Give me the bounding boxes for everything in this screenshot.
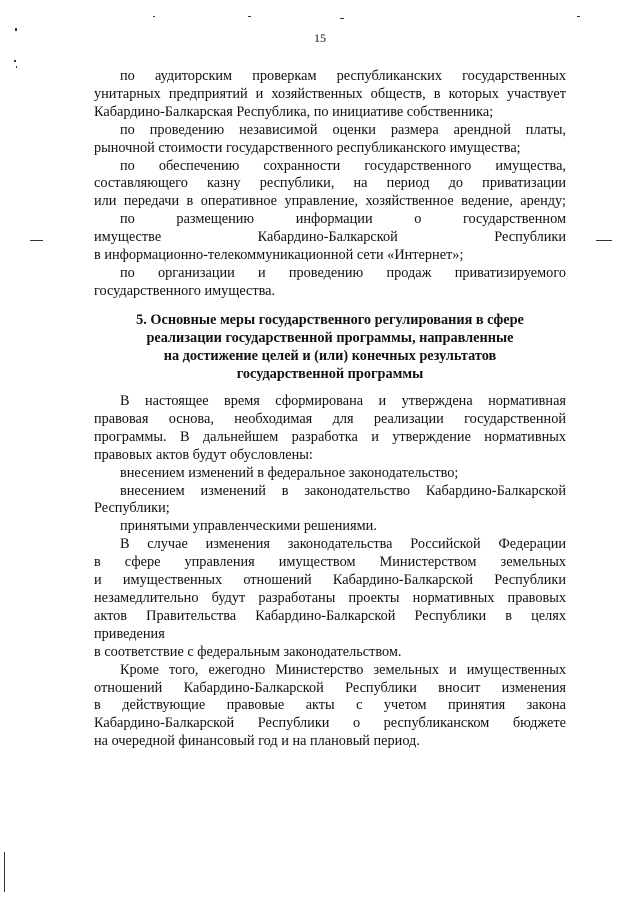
scan-mark bbox=[30, 240, 43, 241]
scan-speck bbox=[248, 16, 251, 17]
paragraph-line: на очередной финансовый год и на плановый период. bbox=[94, 733, 420, 750]
section-heading bbox=[94, 312, 566, 384]
paragraph-line: приведения bbox=[94, 625, 165, 642]
section-heading-line: реализации государственной программы, направленные bbox=[146, 329, 514, 346]
list-item: по организации и проведению продаж приватизируемого bbox=[120, 264, 566, 281]
paragraph-line: отношений Кабардино-Балкарской Республики вносит изменения bbox=[94, 679, 566, 696]
list-item: по аудиторским проверкам республиканских государственных bbox=[120, 68, 566, 84]
list-item-continuation: Кабардино-Балкарская Республика, по инициативе собственника; bbox=[94, 103, 494, 120]
paragraph-line: и имущественных отношений Кабардино-Балкарской Республики bbox=[94, 572, 566, 589]
paragraph: принятыми управленческими решениями. bbox=[120, 518, 377, 535]
scan-edge-mark bbox=[4, 852, 5, 892]
paragraph: В случае изменения законодательства Российской Федерации bbox=[120, 536, 566, 553]
scan-speck bbox=[15, 28, 17, 31]
list-item-continuation: составляющего казну республики, на период до приватизации bbox=[94, 175, 566, 192]
paragraph-line: в сфере управления имуществом Министерством земельных bbox=[94, 554, 566, 571]
paragraph: внесением изменений в законодательство Кабардино-Балкарской bbox=[120, 482, 566, 499]
list-item-continuation: рыночной стоимости государственного республиканского имущества; bbox=[94, 139, 521, 156]
paragraph-line: Кабардино-Балкарской Республики о республиканском бюджете bbox=[94, 715, 566, 732]
section-body bbox=[94, 393, 566, 751]
paragraph-line: в действующие правовые акты с учетом принятия закона bbox=[94, 697, 566, 714]
paragraph-line: правовых актов будут обусловлены: bbox=[94, 446, 313, 463]
page-number: 15 bbox=[314, 31, 326, 45]
paragraph-line: актов Правительства Кабардино-Балкарской Республики в целях bbox=[94, 607, 566, 624]
paragraph: Кроме того, ежегодно Министерство земельных и имущественных bbox=[120, 661, 566, 678]
paragraph: В настоящее время сформирована и утверждена нормативная bbox=[120, 393, 566, 409]
paragraph: внесением изменений в федеральное законодательство; bbox=[120, 464, 459, 481]
paragraph: в соответствие с федеральным законодательством. bbox=[94, 643, 402, 660]
scan-speck bbox=[153, 16, 155, 17]
paragraph-line: правовая основа, необходимая для реализации государственной bbox=[94, 410, 566, 427]
list-item: по проведению независимой оценки размера арендной платы, bbox=[120, 121, 566, 138]
section-heading-line: на достижение целей и (или) конечных результатов bbox=[163, 347, 497, 364]
list-item-continuation: или передачи в оперативное управление, хозяйственное ведение, аренду; bbox=[94, 193, 566, 210]
scan-speck bbox=[16, 66, 17, 68]
list-item-continuation: государственного имущества. bbox=[94, 282, 276, 299]
top-list bbox=[94, 68, 566, 301]
section-heading-line: государственной программы bbox=[236, 365, 424, 382]
scan-speck bbox=[577, 16, 580, 17]
list-item-continuation: имуществе Кабардино-Балкарской Республики bbox=[94, 229, 566, 246]
section-heading-line: 5. Основные меры государственного регулирования в сфере bbox=[136, 312, 524, 328]
paragraph-line: незамедлительно будут разработаны проекты нормативных правовых bbox=[94, 589, 566, 606]
scan-speck bbox=[340, 18, 344, 19]
scan-speck bbox=[14, 60, 16, 62]
paragraph-line: программы. В дальнейшем разработка и утверждение нормативных bbox=[94, 428, 566, 445]
scan-mark bbox=[596, 240, 612, 241]
list-item: по размещению информации о государственном bbox=[120, 211, 566, 228]
list-item: по обеспечению сохранности государственного имущества, bbox=[120, 157, 566, 174]
paragraph-line: Республики; bbox=[94, 500, 170, 517]
list-item-continuation: унитарных предприятий и хозяйственных обществ, в которых участвует bbox=[94, 85, 566, 102]
list-item-continuation: в информационно-телекоммуникационной сети «Интернет»; bbox=[94, 247, 464, 264]
